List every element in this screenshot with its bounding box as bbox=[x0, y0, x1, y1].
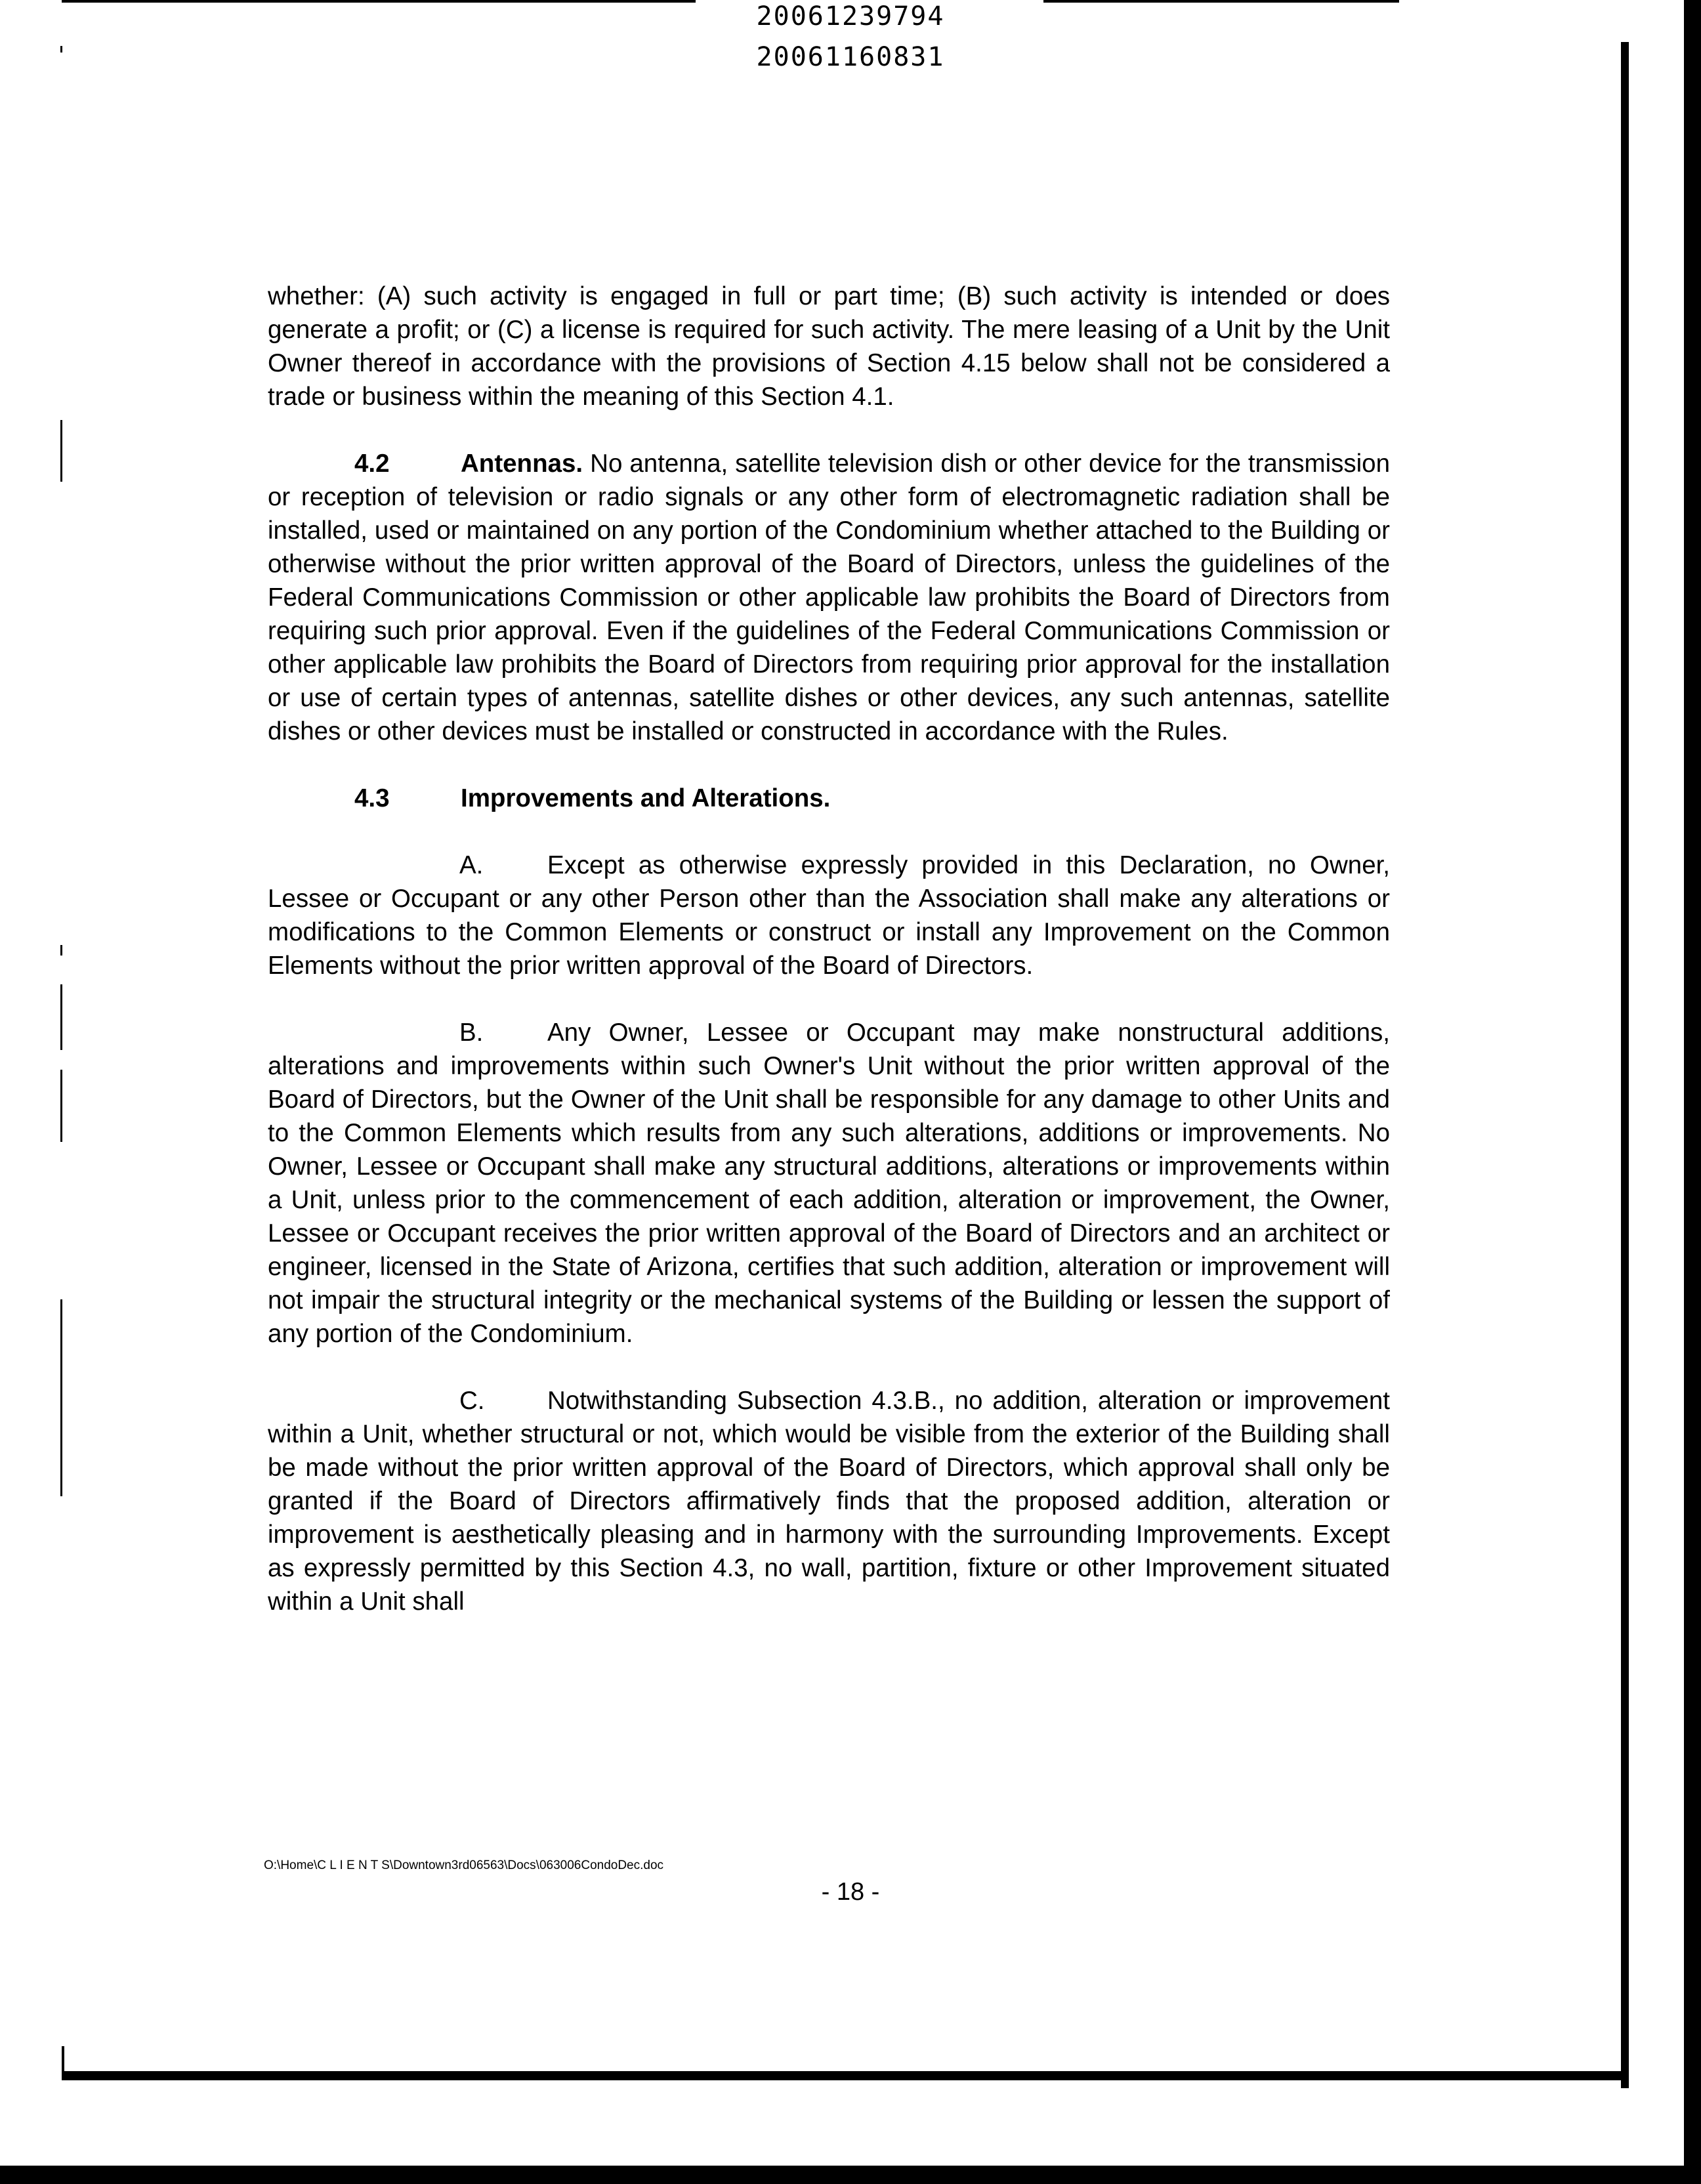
margin-mark bbox=[60, 984, 62, 1050]
margin-mark bbox=[60, 1070, 62, 1142]
continuation-paragraph: whether: (A) such activity is engaged in full or part time; (B) such activity is intended or does generate a profit; or (C) a license is required for such activity. The mere leasing of a Unit by the Unit Owner thereof in accordance with the provisions of Section 4.15 below shall not be considered a trade or business within the meaning of this Section 4.1. bbox=[268, 282, 1390, 411]
section-text: No antenna, satellite television dish or other device for the transmission or reception of television or radio signals or any other form of electromagnetic radiation shall be installed, used or maintained on any portion of the Condominium whether attached to the Building or otherwise without the prior written approval of the Board of Directors, unless the guidelines of the Federal Communications Commission or other applicable law prohibits the Board of Directors from requiring such prior approval. Even if the guidelines of the Federal Communications Commission or other applicable law prohibits the Board of Directors from requiring prior approval for the installation or use of certain types of antennas, satellite dishes or other devices, any such antennas, satellite dishes or other devices must be installed or constructed in accordance with the Rules. bbox=[268, 450, 1390, 746]
scan-border-bottom bbox=[0, 2166, 1701, 2184]
subsection-letter: A. bbox=[459, 851, 484, 879]
subsection-text: Except as otherwise expressly provided in this Declaration, no Owner, Lessee or Occupant or any other Person other than the Association shall make any alterations or modifications to the Common Elements or construct or install any Improvement on the Common Elements without the prior written approval of the Board of Directors. bbox=[268, 851, 1390, 980]
document-body bbox=[268, 280, 1390, 1652]
subsection-a-paragraph bbox=[268, 849, 1390, 982]
margin-mark bbox=[60, 1299, 62, 1496]
margin-mark bbox=[60, 945, 62, 956]
scan-frame-left bbox=[62, 2046, 64, 2079]
page-number: - 18 - bbox=[821, 1878, 880, 1906]
footer-file-path: O:\Home\C L I E N T S\Downtown3rd06563\Docs\063006CondoDec.doc bbox=[264, 1858, 664, 1872]
subsection-text: Any Owner, Lessee or Occupant may make nonstructural additions, alterations and improvements within such Owner's Unit without the prior written approval of the Board of Directors, but the Owner of the Unit shall be responsible for any damage to other Units and to the Common Elements which results from any such alterations, additions or improvements. No Owner, Lessee or Occupant shall make any structural additions, alterations or improvements within a Unit, unless prior to the commencement of each addition, alteration or improvement, the Owner, Lessee or Occupant receives the prior written approval of the Board of Directors and an architect or engineer, licensed in the State of Arizona, certifies that such addition, alteration or improvement will not impair the structural integrity or the mechanical systems of the Building or lessen the support of any portion of the Condominium. bbox=[268, 1018, 1390, 1348]
scan-frame-right bbox=[1621, 42, 1629, 2088]
section-title: Antennas. bbox=[461, 450, 583, 478]
section-title: Improvements and Alterations. bbox=[461, 784, 831, 812]
section-number: 4.3 bbox=[354, 784, 390, 812]
subsection-text: Notwithstanding Subsection 4.3.B., no addition, alteration or improvement within a Unit, whether structural or not, which would be visible from the exterior of the Building shall be made without the prior written approval of the Board of Directors, which approval shall only be granted if the Board of Directors affirmatively finds that the proposed addition, alteration or improvement is aesthetically pleasing and in harmony with the surrounding Improvements. Except as expressly permitted by this Section 4.3, no wall, partition, fixture or other Improvement situated within a Unit shall bbox=[268, 1387, 1390, 1616]
section-4-2-paragraph bbox=[268, 447, 1390, 748]
section-4-3-heading bbox=[268, 782, 1390, 815]
recording-number-1: 20061239794 bbox=[756, 1, 945, 32]
scan-border-right bbox=[1684, 0, 1701, 2184]
margin-mark bbox=[60, 420, 62, 482]
subsection-b-paragraph bbox=[268, 1016, 1390, 1351]
section-number: 4.2 bbox=[354, 450, 390, 478]
subsection-c-paragraph bbox=[268, 1384, 1390, 1618]
subsection-letter: C. bbox=[459, 1387, 485, 1415]
margin-mark bbox=[60, 46, 62, 52]
recording-number-2: 20061160831 bbox=[756, 42, 945, 72]
subsection-letter: B. bbox=[459, 1018, 484, 1047]
scan-frame-bottom bbox=[62, 2071, 1629, 2080]
